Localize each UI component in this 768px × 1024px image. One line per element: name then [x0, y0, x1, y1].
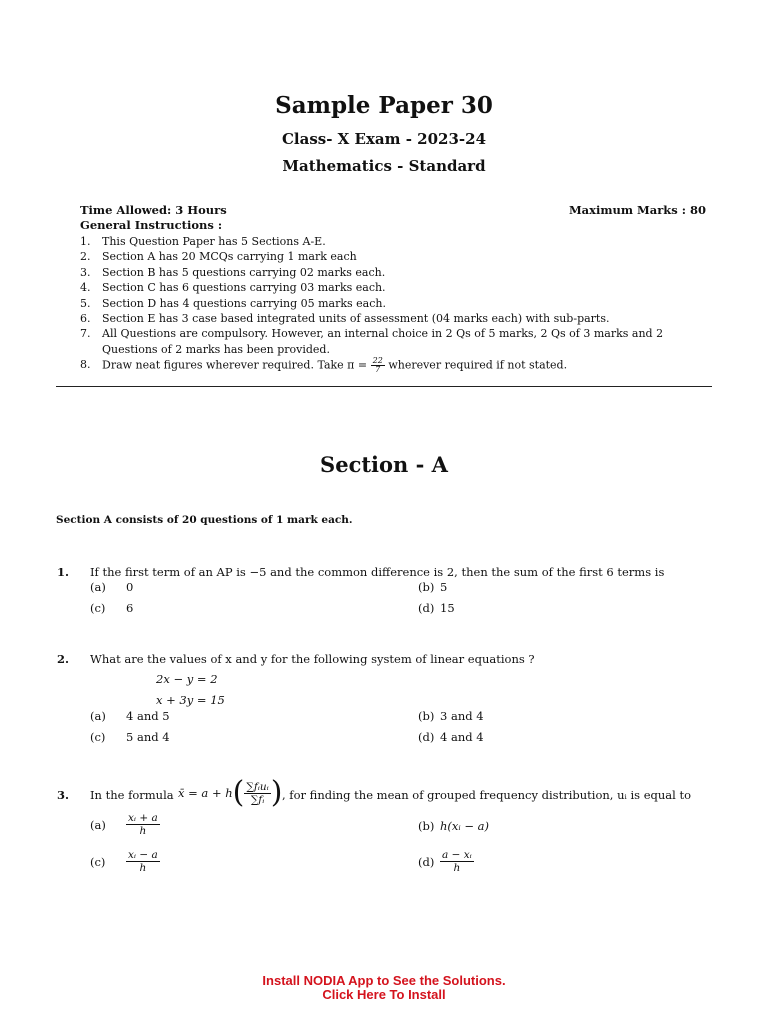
option-a[interactable]: (a) 0	[90, 580, 134, 594]
instruction-item: 2. Section A has 20 MCQs carrying 1 mark each	[80, 250, 357, 264]
instruction-item: 7. All Questions are compulsory. However, an internal choice in 2 Qs of 5 marks, 2 Qs of 3 marks and 2 Questions of 2 marks has been provided.	[80, 327, 664, 356]
option-c[interactable]: (c) $\frac{\text{xᵢ − a}}{h}$	[90, 849, 158, 874]
option-b[interactable]: (b) h(xᵢ − a)	[418, 819, 489, 833]
option-d[interactable]: (d) 15	[418, 601, 455, 615]
click-to-install-link[interactable]: Click Here To Install	[322, 987, 446, 1002]
install-app-link[interactable]: Install NODIA App to See the Solutions.	[262, 973, 506, 988]
instruction-item: 4. Section C has 6 questions carrying 03 marks each.	[80, 281, 386, 295]
question-text: If the first term of an AP is −5 and the common difference is 2, then the sum of the first 6 terms is	[90, 565, 665, 579]
instruction-item: 6. Section E has 3 case based integrated units of assessment (04 marks each) with sub-parts.	[80, 312, 610, 326]
section-title: Section - A	[320, 452, 448, 477]
instruction-item: 1. This Question Paper has 5 Sections A-E.	[80, 235, 326, 248]
equation: x + 3y = 15	[156, 693, 225, 707]
time-allowed: Time Allowed: 3 Hours	[80, 203, 227, 217]
header-divider	[56, 386, 712, 387]
option-c[interactable]: (c) 6	[90, 601, 134, 615]
instruction-item: 3. Section B has 5 questions carrying 02 marks each.	[80, 265, 386, 279]
pi-fraction: $\frac{22}{7}$	[372, 356, 383, 375]
option-a[interactable]: (a) $\frac{\text{xᵢ + a}}{h}$	[90, 812, 158, 837]
question-text: What are the values of x and y for the following system of linear equations ?	[90, 652, 535, 666]
class-line: Class- X Exam - 2023-24	[281, 130, 487, 148]
option-d[interactable]: (d) 4 and 4	[418, 730, 484, 744]
maximum-marks: Maximum Marks : 80	[568, 203, 706, 217]
question-text-continued: , for finding the mean of grouped frequency distribution, uᵢ is equal to	[282, 788, 692, 802]
question-text: In the formula	[90, 788, 174, 802]
instructions-list	[80, 234, 712, 374]
equation: 2x − y = 2	[156, 672, 218, 686]
instruction-item: 8. Draw neat figures wherever required. Take π = $\frac{22}{7}$ wherever required if not stated.	[80, 356, 568, 375]
option-c[interactable]: (c) 5 and 4	[90, 730, 170, 744]
subject-line: Mathematics - Standard	[282, 157, 486, 175]
paper-title: Sample Paper 30	[275, 92, 493, 119]
question-number: 2.	[57, 652, 70, 666]
option-a[interactable]: (a) 4 and 5	[90, 709, 170, 723]
instruction-item: 5. Section D has 4 questions carrying 05 marks each.	[80, 296, 386, 310]
section-note: Section A consists of 20 questions of 1 mark each.	[56, 514, 353, 526]
mean-formula: x̄ = a + h ( $\frac{\text{∑fᵢuᵢ}}{\text{∑fᵢ}}$ )	[178, 775, 283, 810]
option-b[interactable]: (b) 3 and 4	[418, 709, 484, 723]
question-number: 1.	[57, 565, 70, 579]
option-d[interactable]: (d) $\frac{\text{a − xᵢ}}{h}$	[418, 849, 472, 874]
option-b[interactable]: (b) 5	[418, 580, 448, 594]
question-number: 3.	[57, 788, 70, 802]
general-instructions-label: General Instructions :	[80, 218, 223, 232]
